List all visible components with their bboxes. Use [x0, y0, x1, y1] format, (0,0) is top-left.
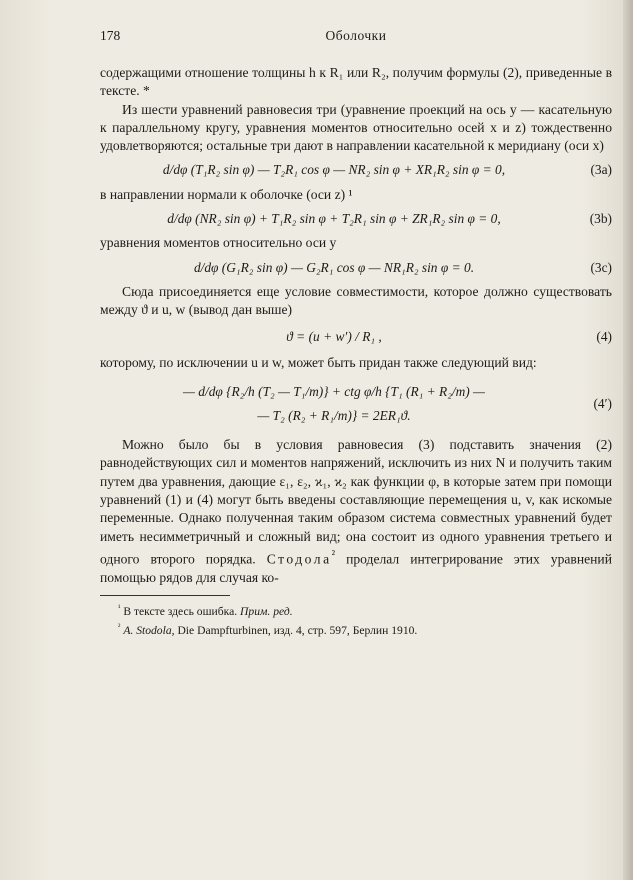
page-header	[100, 28, 612, 48]
footnote-1	[100, 600, 612, 619]
equation-3c-tag: (3c)	[590, 259, 612, 275]
footnote-2	[100, 619, 612, 638]
footnote-1-text: В тексте здесь ошибка.	[123, 604, 238, 618]
paragraph-2: Из шести уравнений равновесия три (уравнение проекций на ось y — касательную к параллельному кругу, уравнения моментов относительно осей x и z) тождественно удовлетворяются; остальные три дают в направлении касательной к меридиану (оси x)	[100, 101, 612, 154]
equation-4-prime-formula	[100, 380, 568, 428]
footnote-1-mark: ¹	[118, 603, 121, 613]
paragraph-7-text: Можно было бы в условия равновесия (3) подставить значения (2) равнодействующих сил и моментов напряжений, исключить из них N и получить таким путем два уравнения, дающие ε₁, ε₂, ϰ₁, ϰ₂ как функции φ, в которые затем при помощи уравнений (1) и (4) могут быть введены составляющие перемещения u, v, как искомые переменные. Однако полученная таким образом система совместных уравнений будет иметь несимметричный и сложный вид; она состоит из одного уравнения третьего и одного второго порядка.	[100, 437, 612, 567]
equation-4-prime	[100, 380, 612, 428]
paragraph-7	[100, 436, 612, 587]
footnote-2-author: A. Stodola,	[123, 623, 175, 637]
footnote-1-note: Прим. ред.	[240, 604, 293, 618]
paragraph-6: которому, по исключении u и w, может быть придан также следующий вид:	[100, 354, 537, 370]
page-body	[100, 64, 612, 638]
equation-4-prime-line-1: — d/dφ {R₂/h (T₂ — T₁/m)} + ctg φ/h {T₁ (R₁ + R₂/m) —	[183, 384, 485, 400]
paragraph-3: в направлении нормали к оболочке (оси z) ¹	[100, 186, 353, 202]
equation-4-prime-tag: (4′)	[593, 396, 612, 411]
equation-3a-tag: (3a)	[590, 162, 612, 178]
equation-4-formula: ϑ = (u + w′) / R₁ ,	[286, 328, 382, 344]
footnote-ref-2: ²	[331, 548, 336, 561]
footnote-divider	[100, 595, 230, 596]
page-edge-shadow	[623, 0, 633, 880]
equation-3b-formula: d/dφ (NR₂ sin φ) + T₁R₂ sin φ + T₂R₁ sin φ + ZR₁R₂ sin φ = 0,	[167, 211, 501, 227]
equation-3c	[100, 259, 612, 277]
equation-4	[100, 328, 612, 346]
equation-3b	[100, 210, 612, 228]
equation-3a	[100, 161, 612, 179]
equation-4-tag: (4)	[596, 328, 612, 344]
paragraph-1: содержащими отношение толщины h к R₁ или R₂, получим формулы (2), приведенные в тексте. *	[100, 65, 612, 99]
equation-3a-formula: d/dφ (T₁R₂ sin φ) — T₂R₁ cos φ — NR₂ sin φ + XR₁R₂ sin φ = 0,	[162, 162, 506, 178]
footnote-2-text: Die Dampfturbinen, изд. 4, стр. 597, Берлин 1910.	[177, 623, 418, 637]
page-number: 178	[100, 28, 121, 43]
running-title: Оболочки	[325, 28, 387, 43]
equation-3b-tag: (3b)	[589, 211, 612, 227]
paragraph-5: Сюда присоединяется еще условие совместимости, которое должно существовать между ϑ и u, w (вывод дан выше)	[100, 283, 612, 318]
paragraph-4: уравнения моментов относительно оси y	[100, 235, 337, 251]
footnote-2-mark: ²	[118, 621, 121, 631]
equation-4-prime-line-2: — T₂ (R₂ + R₁/m)} = 2ER₁ϑ.	[257, 408, 411, 424]
paragraph-7-end: проделал интегрирование этих уравнений помощью рядов для случая ко-	[100, 551, 612, 585]
author-name-stodola: Стодола	[266, 551, 332, 567]
equation-3c-formula: d/dφ (G₁R₂ sin φ) — G₂R₁ cos φ — NR₁R₂ sin φ = 0.	[193, 259, 475, 275]
